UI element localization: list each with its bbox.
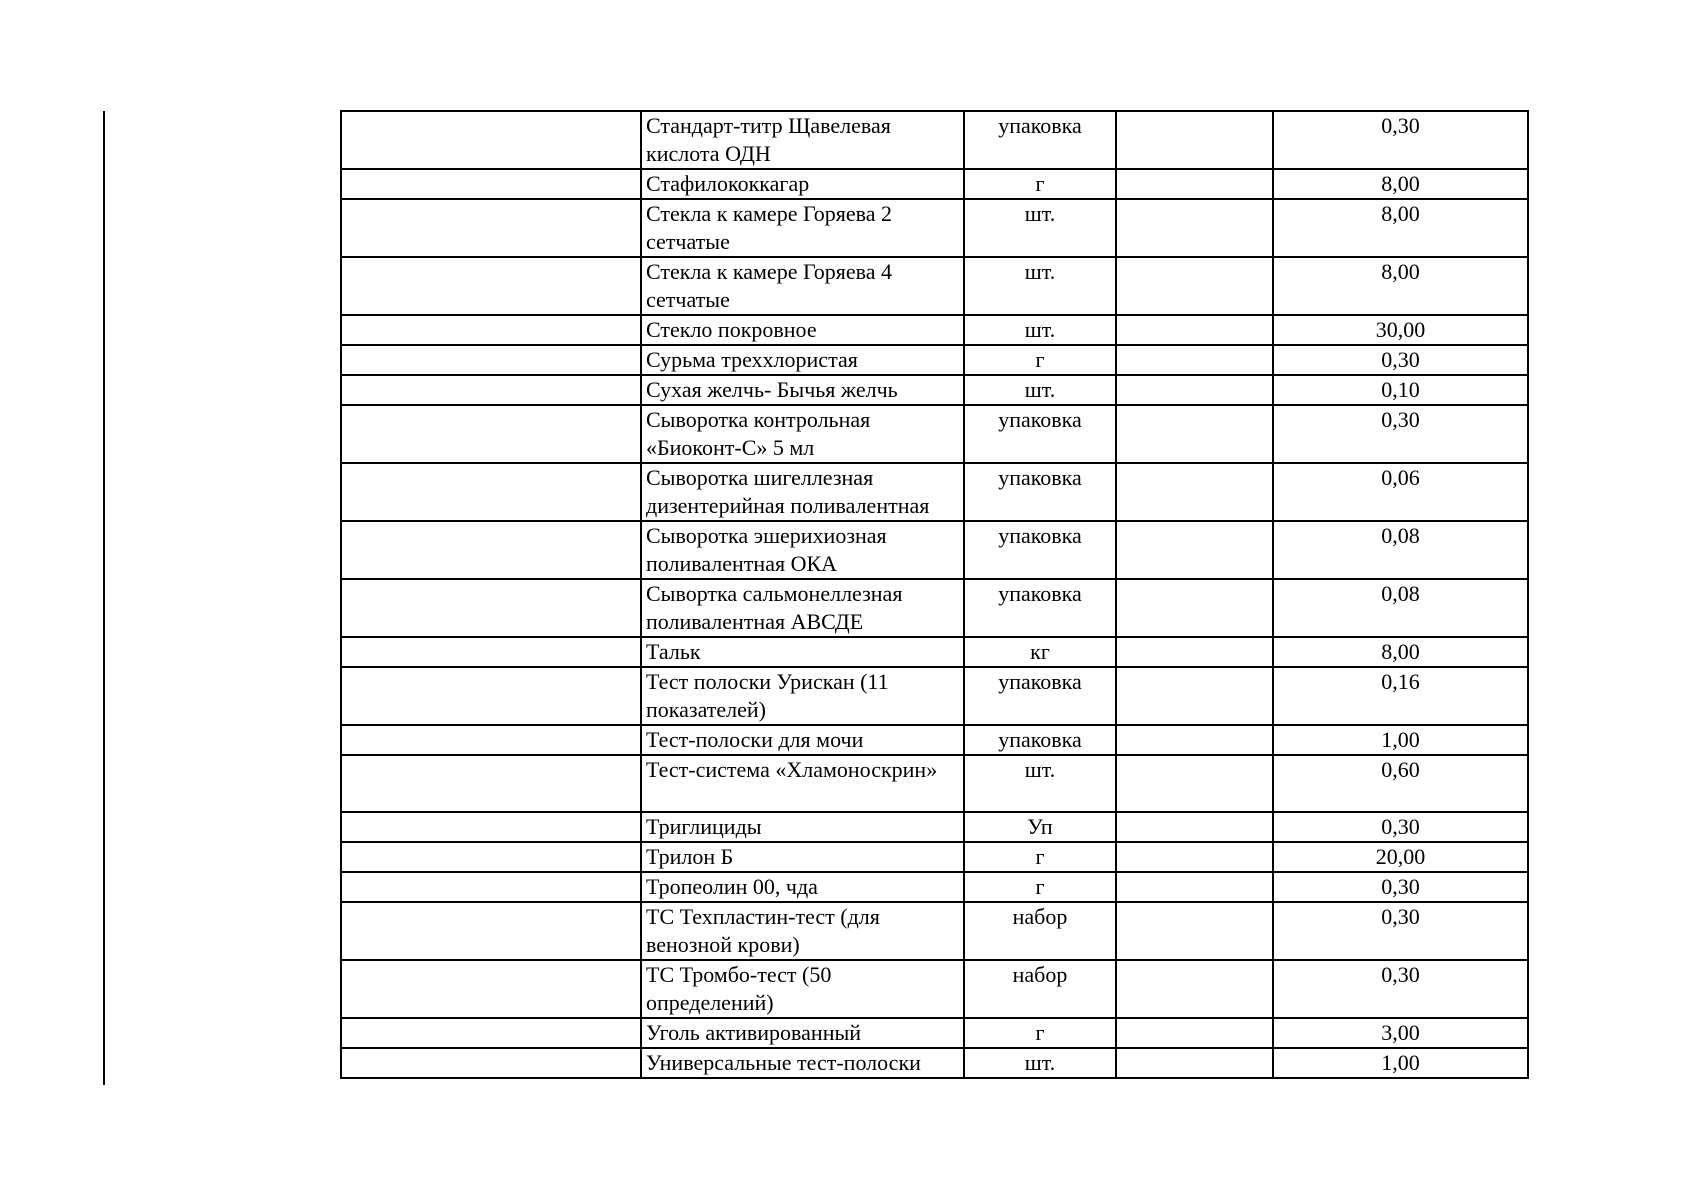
blank-cell xyxy=(341,755,641,812)
blank-cell xyxy=(341,463,641,521)
quantity-cell: 0,16 xyxy=(1273,667,1528,725)
empty-cell xyxy=(1116,257,1273,315)
item-name-cell: Стафилококкагар xyxy=(641,169,964,199)
empty-cell xyxy=(1116,872,1273,902)
quantity-cell: 0,30 xyxy=(1273,902,1528,960)
quantity-cell: 0,30 xyxy=(1273,345,1528,375)
blank-cell xyxy=(341,579,641,637)
table-row xyxy=(341,812,1528,842)
item-name-cell: Стекло покровное xyxy=(641,315,964,345)
item-name-cell: Триглициды xyxy=(641,812,964,842)
item-name-cell: ТС Тромбо-тест (50 определений) xyxy=(641,960,964,1018)
item-name-cell: Сывортка сальмонеллезная поливалентная АВСДЕ xyxy=(641,579,964,637)
unit-cell: г xyxy=(964,345,1116,375)
item-name-cell: Сыворотка эшерихиозная поливалентная ОКА xyxy=(641,521,964,579)
item-name-cell: Уголь активированный xyxy=(641,1018,964,1048)
empty-cell xyxy=(1116,199,1273,257)
blank-cell xyxy=(341,960,641,1018)
table-row xyxy=(341,842,1528,872)
quantity-cell: 0,30 xyxy=(1273,405,1528,463)
blank-cell xyxy=(341,667,641,725)
blank-cell xyxy=(341,405,641,463)
item-name-cell: Сыворотка контрольная «Биоконт-С» 5 мл xyxy=(641,405,964,463)
item-name-cell: Сухая желчь- Бычья желчь xyxy=(641,375,964,405)
unit-cell: шт. xyxy=(964,315,1116,345)
quantity-cell: 1,00 xyxy=(1273,1048,1528,1078)
empty-cell xyxy=(1116,725,1273,755)
quantity-cell: 3,00 xyxy=(1273,1018,1528,1048)
item-name-cell: Сыворотка шигеллезная дизентерийная поливалентная xyxy=(641,463,964,521)
empty-cell xyxy=(1116,375,1273,405)
table-row xyxy=(341,199,1528,257)
quantity-cell: 8,00 xyxy=(1273,199,1528,257)
item-name-cell: Тест-система «Хламоноскрин» xyxy=(641,755,964,812)
unit-cell: упаковка xyxy=(964,725,1116,755)
unit-cell: шт. xyxy=(964,1048,1116,1078)
table-row xyxy=(341,375,1528,405)
blank-cell xyxy=(341,812,641,842)
table-row xyxy=(341,667,1528,725)
quantity-cell: 0,08 xyxy=(1273,521,1528,579)
item-name-cell: Стекла к камере Горяева 2 сетчатые xyxy=(641,199,964,257)
blank-cell xyxy=(341,1018,641,1048)
empty-cell xyxy=(1116,812,1273,842)
quantity-cell: 0,30 xyxy=(1273,872,1528,902)
quantity-cell: 0,06 xyxy=(1273,463,1528,521)
item-name-cell: Трилон Б xyxy=(641,842,964,872)
empty-cell xyxy=(1116,315,1273,345)
table-row xyxy=(341,579,1528,637)
table-row xyxy=(341,345,1528,375)
quantity-cell: 1,00 xyxy=(1273,725,1528,755)
quantity-cell: 0,60 xyxy=(1273,755,1528,812)
table-row xyxy=(341,755,1528,812)
table-row xyxy=(341,1018,1528,1048)
unit-cell: г xyxy=(964,1018,1116,1048)
unit-cell: Уп xyxy=(964,812,1116,842)
table-row xyxy=(341,1048,1528,1078)
item-name-cell: Тальк xyxy=(641,637,964,667)
blank-cell xyxy=(341,1048,641,1078)
table-row xyxy=(341,405,1528,463)
table-row xyxy=(341,902,1528,960)
item-name-cell: Тест-полоски для мочи xyxy=(641,725,964,755)
table-row xyxy=(341,257,1528,315)
unit-cell: шт. xyxy=(964,257,1116,315)
empty-cell xyxy=(1116,463,1273,521)
unit-cell: шт. xyxy=(964,375,1116,405)
item-name-cell: Стекла к камере Горяева 4 сетчатые xyxy=(641,257,964,315)
empty-cell xyxy=(1116,755,1273,812)
quantity-cell: 0,30 xyxy=(1273,812,1528,842)
empty-cell xyxy=(1116,1018,1273,1048)
unit-cell: упаковка xyxy=(964,667,1116,725)
empty-cell xyxy=(1116,169,1273,199)
blank-cell xyxy=(341,315,641,345)
empty-cell xyxy=(1116,637,1273,667)
unit-cell: упаковка xyxy=(964,463,1116,521)
quantity-cell: 0,30 xyxy=(1273,111,1528,169)
item-name-cell: Универсальные тест-полоски xyxy=(641,1048,964,1078)
empty-cell xyxy=(1116,960,1273,1018)
quantity-cell: 8,00 xyxy=(1273,637,1528,667)
blank-cell xyxy=(341,199,641,257)
table-row xyxy=(341,637,1528,667)
unit-cell: г xyxy=(964,872,1116,902)
blank-cell xyxy=(341,169,641,199)
blank-cell xyxy=(341,375,641,405)
items-table-body xyxy=(341,111,1528,1078)
quantity-cell: 0,10 xyxy=(1273,375,1528,405)
quantity-cell: 0,30 xyxy=(1273,960,1528,1018)
unit-cell: г xyxy=(964,842,1116,872)
item-name-cell: Тест полоски Урискан (11 показателей) xyxy=(641,667,964,725)
table-row xyxy=(341,169,1528,199)
unit-cell: шт. xyxy=(964,199,1116,257)
empty-cell xyxy=(1116,345,1273,375)
empty-cell xyxy=(1116,902,1273,960)
unit-cell: г xyxy=(964,169,1116,199)
page-margin-line xyxy=(103,111,105,1085)
empty-cell xyxy=(1116,667,1273,725)
quantity-cell: 30,00 xyxy=(1273,315,1528,345)
unit-cell: шт. xyxy=(964,755,1116,812)
unit-cell: упаковка xyxy=(964,521,1116,579)
table-row xyxy=(341,521,1528,579)
unit-cell: набор xyxy=(964,960,1116,1018)
empty-cell xyxy=(1116,111,1273,169)
quantity-cell: 0,08 xyxy=(1273,579,1528,637)
unit-cell: упаковка xyxy=(964,579,1116,637)
item-name-cell: Стандарт-титр Щавелевая кислота ОДН xyxy=(641,111,964,169)
blank-cell xyxy=(341,345,641,375)
quantity-cell: 8,00 xyxy=(1273,169,1528,199)
blank-cell xyxy=(341,902,641,960)
unit-cell: кг xyxy=(964,637,1116,667)
item-name-cell: Сурьма треххлористая xyxy=(641,345,964,375)
unit-cell: набор xyxy=(964,902,1116,960)
blank-cell xyxy=(341,111,641,169)
blank-cell xyxy=(341,257,641,315)
blank-cell xyxy=(341,725,641,755)
blank-cell xyxy=(341,842,641,872)
empty-cell xyxy=(1116,1048,1273,1078)
empty-cell xyxy=(1116,579,1273,637)
table-row xyxy=(341,463,1528,521)
table-row xyxy=(341,111,1528,169)
table-row xyxy=(341,960,1528,1018)
empty-cell xyxy=(1116,405,1273,463)
table-row xyxy=(341,725,1528,755)
items-table xyxy=(340,110,1529,1079)
unit-cell: упаковка xyxy=(964,111,1116,169)
empty-cell xyxy=(1116,521,1273,579)
item-name-cell: ТС Техпластин-тест (для венозной крови) xyxy=(641,902,964,960)
quantity-cell: 8,00 xyxy=(1273,257,1528,315)
empty-cell xyxy=(1116,842,1273,872)
blank-cell xyxy=(341,637,641,667)
unit-cell: упаковка xyxy=(964,405,1116,463)
table-row xyxy=(341,315,1528,345)
blank-cell xyxy=(341,521,641,579)
item-name-cell: Тропеолин 00, чда xyxy=(641,872,964,902)
table-row xyxy=(341,872,1528,902)
blank-cell xyxy=(341,872,641,902)
quantity-cell: 20,00 xyxy=(1273,842,1528,872)
